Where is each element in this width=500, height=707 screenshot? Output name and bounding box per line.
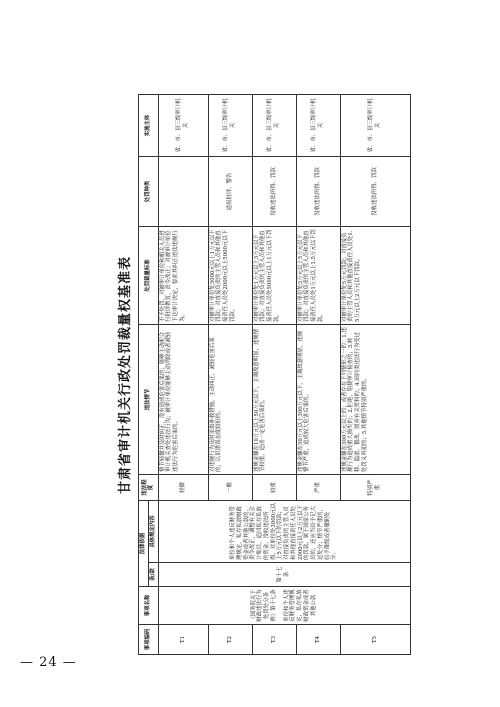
row-authority: 省、市、县三级审计机关 <box>158 94 208 156</box>
row-authority: 省、市、县三级审计机关 <box>252 94 296 156</box>
row-no: T5 <box>340 625 410 655</box>
row-penalty: 不予处罚，对被审计单位和相关人员进行批评教育，责令改正；对被审计单位下达审计决定，要求其纠正违法违规行为。 <box>158 226 208 324</box>
table-row <box>158 94 208 654</box>
row-name <box>158 587 410 625</box>
header-circumstances: 违法情节 <box>139 324 159 474</box>
row-penalty-type <box>158 156 208 226</box>
row-penalty-type: 没收违法所得、罚款 <box>252 156 296 226</box>
row-name-item: 单位和个人违反财务管理规定，私存私放财政资金或者其他公款 <box>283 589 317 622</box>
row-severity: 轻微 <box>158 474 208 500</box>
header-penalty-type: 处罚种类 <box>139 156 159 226</box>
row-no: T4 <box>296 625 340 655</box>
rotated-document-sheet <box>112 95 427 655</box>
header-no: 事项编码 <box>139 625 159 655</box>
penalty-discretion-table <box>138 94 411 655</box>
row-severity: 一般 <box>208 474 252 500</box>
row-no: T2 <box>208 625 252 655</box>
header-name: 事项名称 <box>139 587 159 625</box>
table-header-row <box>139 94 149 654</box>
row-no: T3 <box>252 625 296 655</box>
row-penalty: 对被审计单位处3万元以上5万元以下罚款；对直接负责的主管人员和其他直接责任人员处1万元以上1.5万元以下罚款。 <box>296 226 340 324</box>
document-title: 甘肃省审计机关行政处罚裁量权基准表 <box>117 256 133 495</box>
row-circumstances: 情节轻微并及时纠正，没有造成危害后果的；能够主动配合审计机关查处违法行为；被审计单位能够主动消除或者减轻违法行为危害后果的。 <box>158 324 208 474</box>
row-penalty-type: 通报批评、警告 <box>208 156 252 226</box>
page-number: — 24 — <box>20 655 77 670</box>
row-severity: 严重 <box>296 474 340 500</box>
row-penalty-type: 没收违法所得、罚款 <box>296 156 340 226</box>
row-severity: 较重 <box>252 474 296 500</box>
row-penalty-type: 没收违法所得、罚款 <box>340 156 410 226</box>
row-basis-content: 单位和个人违反财务管理规定，私存私放财政资金或者其他公款的，责令改正，调整有关会计账目，追回私存私放的资金，没收违法所得。对单位处3000元以上5万元以下的罚款；对直接负责的主管人员和其他直接责任人员处2000元以上2万元以下的罚款。属于国家公务员的，还应当给予记大过处分；情节严重的，给予降级或者撤职处分。 <box>158 500 410 562</box>
header-authority: 实施主体 <box>139 94 159 156</box>
row-name-law: 《国务院关于财政违法行为处罚处分条例》第十七条 <box>250 589 277 622</box>
header-basis-content: 具体规定内容 <box>148 500 158 562</box>
row-authority: 省、市、县三级审计机关 <box>340 94 410 156</box>
row-penalty: 对被审计单位处1万元以上3万元以下罚款；对直接负责的主管人员和其他直接责任人员处5000元以上1万元以下罚款。 <box>252 226 296 324</box>
header-basis-group: 法律依据 <box>139 500 149 586</box>
row-circumstances: 对违规行为及时采取补救措施，主动纠正，减轻危害后果的；认识错误态度较好的。 <box>208 324 252 474</box>
row-penalty: 对被审计单位处3000元以上1万元以下罚款；对直接负责的主管人员和其他直接责任人员处2000元以上5000元以下罚款。 <box>208 226 252 324</box>
row-circumstances: 违规金额在300万元以上的；或者存在下列情形之一的：1.违规行为造成重大损失的；2.拒绝、阻挠审计检查的；3.转移、隐匿、篡改、毁弃有关资料的；4.因同类违法行为受过处罚又再犯的；5.其他情节特别严重的。 <box>340 324 410 474</box>
row-circumstances: 违规金额在50万元以上300万元以下，主观故意明显，违规情节严重，造成较大危害后果的。 <box>296 324 340 474</box>
header-severity: 违法程度 <box>139 474 159 500</box>
row-penalty: 对被审计单位处5万元罚款；对直接负责的主管人员和其他直接责任人员处1.5万元以上2万元以下罚款。 <box>340 226 410 324</box>
header-basis-article: 条/款 <box>148 563 158 587</box>
row-authority: 省、市、县三级审计机关 <box>208 94 252 156</box>
row-basis-article: 第十七条 <box>158 563 410 587</box>
row-no: T1 <box>158 625 208 655</box>
row-circumstances: 违规金额在10万元以上50万元以下，主观故意明显，违规情节较重，造成一定危害后果的。 <box>252 324 296 474</box>
row-authority: 省、市、县三级审计机关 <box>296 94 340 156</box>
header-penalty: 处罚裁量标准 <box>139 226 159 324</box>
row-severity: 特别严重 <box>340 474 410 500</box>
